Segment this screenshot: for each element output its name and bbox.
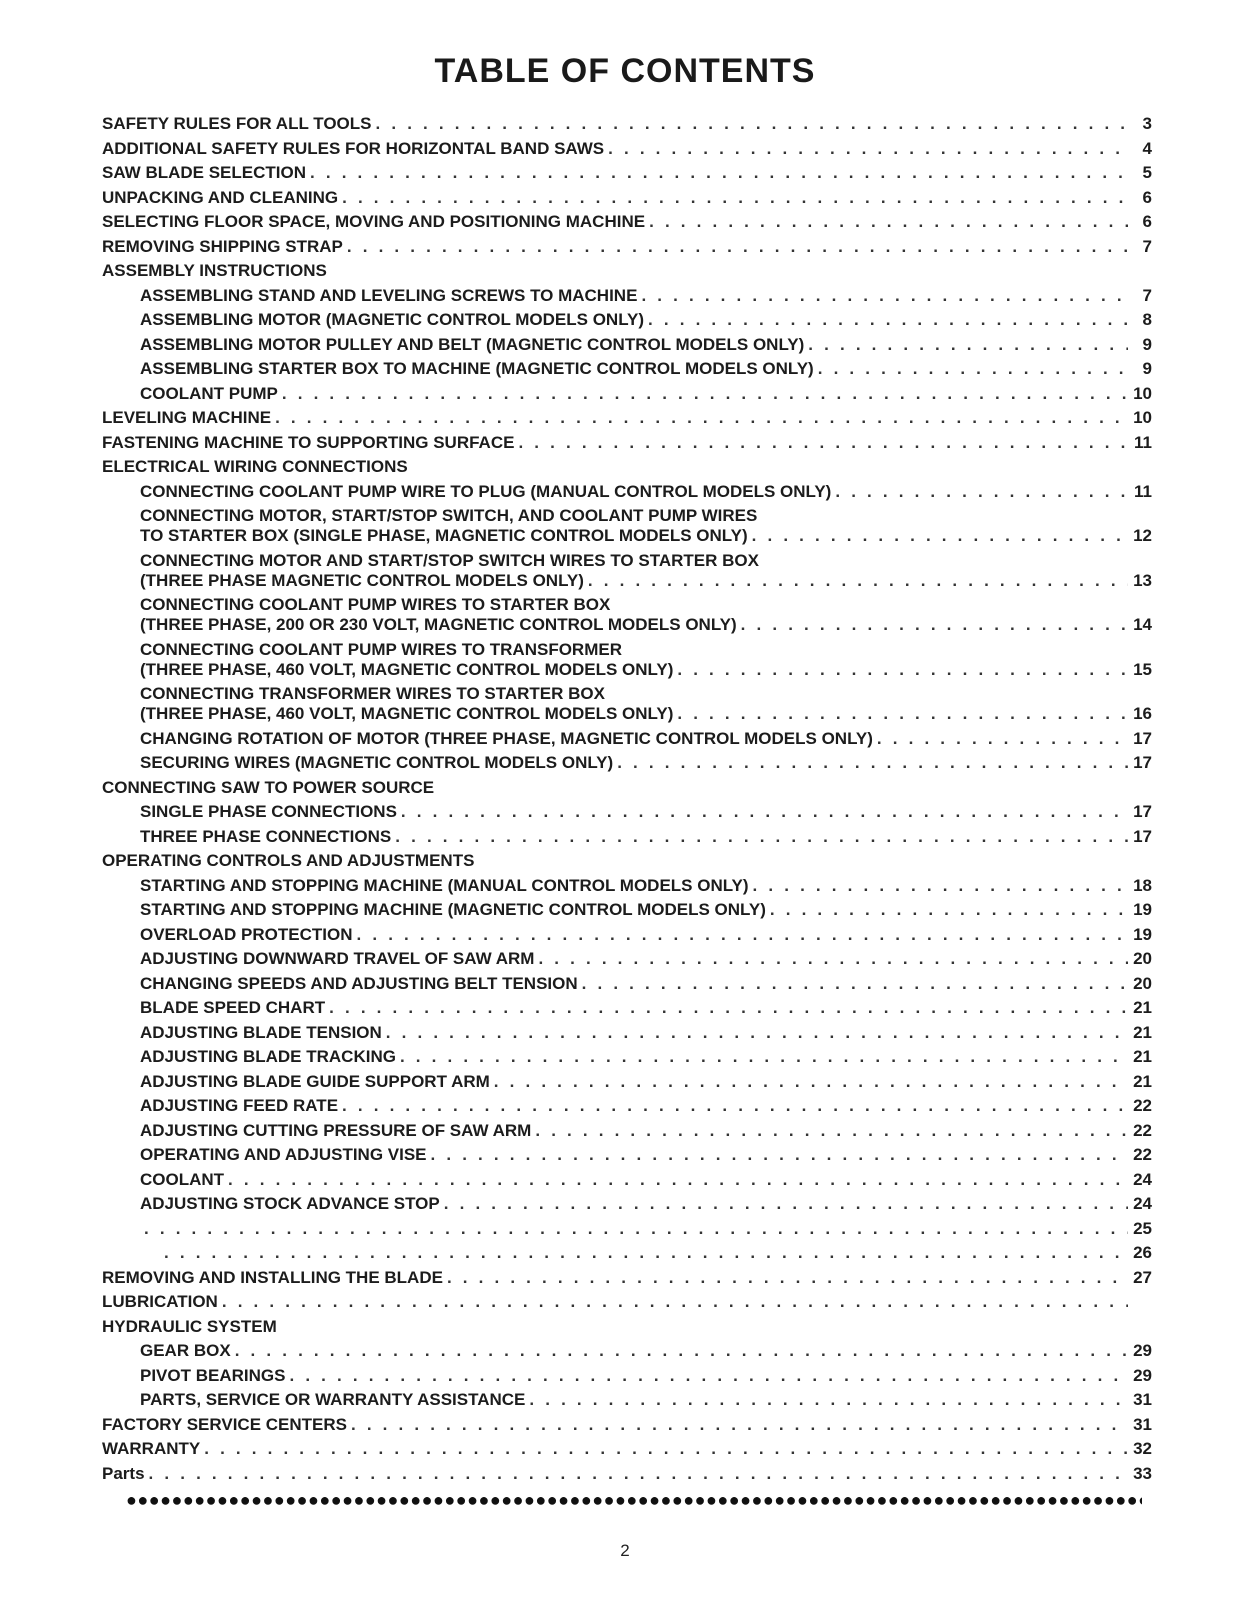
toc-section-heading (102, 851, 1152, 871)
toc-entry-label: Parts (102, 1463, 145, 1483)
dot-leader (582, 974, 1128, 994)
dot-leader (401, 802, 1128, 822)
toc-entry (102, 139, 1152, 159)
toc-page-number: 24 (1133, 1194, 1152, 1213)
toc-page-number: 16 (1133, 704, 1152, 723)
dot-leader (282, 384, 1128, 404)
toc-section-heading (102, 457, 1152, 477)
toc-page-number: 11 (1134, 432, 1152, 452)
toc-page-number: 22 (1133, 1096, 1152, 1115)
toc-entry-label: STARTING AND STOPPING MACHINE (MAGNETIC CONTROL MODELS ONLY) (140, 900, 766, 919)
page-number: 2 (620, 1541, 630, 1560)
toc-page-number: 7 (1142, 236, 1152, 256)
toc-section-label: ASSEMBLY INSTRUCTIONS (102, 261, 327, 280)
toc-entry-label: COOLANT PUMP (140, 383, 278, 403)
toc-entry-label: OPERATING AND ADJUSTING VISE (140, 1145, 427, 1164)
toc-entry (102, 114, 1152, 134)
toc-entry-label: REMOVING AND INSTALLING THE BLADE (102, 1267, 443, 1287)
dot-leader (395, 827, 1128, 847)
toc-entry (140, 802, 1152, 822)
toc-entry-label: SAW BLADE SELECTION (102, 163, 307, 182)
toc-entry (140, 876, 1152, 896)
dot-leader (204, 1439, 1128, 1459)
toc-entry-label: PARTS, SERVICE OR WARRANTY ASSISTANCE (140, 1390, 526, 1409)
toc-entry (140, 1023, 1152, 1043)
toc-entry (140, 1194, 1152, 1214)
toc-page-number: 20 (1133, 973, 1152, 993)
toc-page-number: 9 (1142, 359, 1152, 378)
dot-leader (400, 1047, 1128, 1067)
dot-leader (289, 1366, 1128, 1386)
toc-page-number: 12 (1133, 526, 1152, 545)
toc-entry (140, 1145, 1152, 1165)
dot-leader (431, 1145, 1128, 1165)
dot-leader (222, 1292, 1128, 1312)
toc-entry-label-line1: CONNECTING TRANSFORMER WIRES TO STARTER BOX (140, 684, 605, 703)
dot-leader (877, 729, 1128, 749)
toc-page-number: 9 (1142, 334, 1152, 354)
dot-leader (347, 237, 1128, 257)
toc-entry-label: CONNECTING COOLANT PUMP WIRE TO PLUG (MANUAL CONTROL MODELS ONLY) (140, 481, 832, 501)
toc-entry-label-line1: CONNECTING MOTOR, START/STOP SWITCH, AND COOLANT PUMP WIRES (140, 506, 758, 525)
toc-entry-label-line1: CONNECTING COOLANT PUMP WIRES TO TRANSFORMER (140, 639, 622, 659)
dot-leader (608, 139, 1128, 159)
toc-entry-label-line2: (THREE PHASE MAGNETIC CONTROL MODELS ONLY) (140, 570, 584, 590)
toc-entry (102, 163, 1152, 183)
toc-entry-multiline (102, 551, 1152, 591)
toc-entry-multiline (102, 1243, 1152, 1263)
toc-page-number: 21 (1133, 1047, 1152, 1066)
toc-entry-label: ADJUSTING BLADE TRACKING (140, 1047, 396, 1066)
toc-page-number: 19 (1133, 924, 1152, 944)
toc-entry-label-line2: TO STARTER BOX (SINGLE PHASE, MAGNETIC CONTROL MODELS ONLY) (140, 526, 748, 545)
toc-page-number: 26 (1133, 1243, 1152, 1262)
dot-leader (535, 1121, 1128, 1141)
toc-entry (140, 1047, 1152, 1067)
toc-entry-label: FACTORY SERVICE CENTERS (102, 1414, 347, 1434)
toc-page-number: 11 (1134, 481, 1152, 501)
dot-leader (741, 615, 1128, 635)
toc-entry-label-line2: (THREE PHASE, 460 VOLT, MAGNETIC CONTROL MODELS ONLY) (140, 659, 674, 679)
toc-entry-label: THREE PHASE CONNECTIONS (140, 826, 392, 846)
toc-page-number: 27 (1133, 1267, 1152, 1287)
toc-page-number: 17 (1133, 728, 1152, 748)
dot-leader (835, 482, 1128, 502)
toc-entry (102, 1464, 1152, 1484)
toc-entry (102, 1268, 1152, 1288)
toc-page-number: 21 (1133, 1071, 1152, 1091)
toc-page-number: 6 (1142, 187, 1152, 207)
toc-entry-label-line2: (THREE PHASE, 200 OR 230 VOLT, MAGNETIC CONTROL MODELS ONLY) (140, 615, 737, 634)
toc-entry-label: LUBRICATION (102, 1292, 218, 1311)
dot-leader (275, 408, 1128, 428)
toc-section-heading (102, 261, 1152, 281)
toc-page-number: 6 (1142, 212, 1152, 231)
toc-section-label: OPERATING CONTROLS AND ADJUSTMENTS (102, 851, 475, 870)
dot-leader (538, 949, 1128, 969)
toc-page-number: 13 (1133, 570, 1152, 590)
toc-page-number: 20 (1133, 949, 1152, 968)
toc-entry-label: CHANGING ROTATION OF MOTOR (THREE PHASE, MAGNETIC CONTROL MODELS ONLY) (140, 728, 873, 748)
toc-page-number: 10 (1133, 383, 1152, 403)
dot-leader (588, 571, 1128, 591)
toc-entry-label: BLADE SPEED CHART (140, 998, 326, 1017)
dot-leader (444, 1194, 1128, 1214)
toc-entry-label: CHANGING SPEEDS AND ADJUSTING BELT TENSION (140, 973, 578, 993)
toc-page-number: 14 (1133, 615, 1152, 634)
toc-entry (140, 1096, 1152, 1116)
toc-entry-label: LEVELING MACHINE (102, 408, 272, 427)
toc-entry-label: PIVOT BEARINGS (140, 1365, 286, 1385)
dot-leader (529, 1390, 1128, 1410)
toc-page-number: 21 (1133, 998, 1152, 1017)
toc-entry (140, 1072, 1152, 1092)
dot-leader (126, 1488, 1142, 1512)
toc-entry (140, 949, 1152, 969)
dot-leader (677, 660, 1128, 680)
dot-leader (228, 1170, 1128, 1190)
toc-entry-multiline (102, 640, 1152, 680)
toc-entry (140, 1170, 1152, 1190)
dot-leader (648, 310, 1128, 330)
dot-leader (357, 925, 1128, 945)
dot-leader (164, 1243, 1128, 1263)
toc-entry-label: GEAR BOX (140, 1341, 231, 1360)
toc-page-number: 10 (1133, 408, 1152, 427)
dot-leader (649, 212, 1128, 232)
toc-entry (140, 1121, 1152, 1141)
dot-leader (329, 998, 1128, 1018)
dot-leader (677, 704, 1128, 724)
toc-entry (140, 729, 1152, 749)
toc-entry-label: WARRANTY (102, 1439, 201, 1458)
toc-entry-multiline (102, 506, 1152, 546)
dot-leader (342, 1096, 1128, 1116)
toc-page-number: 33 (1133, 1463, 1152, 1483)
toc-page-number: 17 (1133, 753, 1152, 772)
toc-page-number: 15 (1133, 659, 1152, 679)
toc-page-number: 29 (1133, 1341, 1152, 1360)
dot-leader (342, 188, 1128, 208)
toc-entry (140, 1219, 1152, 1239)
dot-leader (386, 1023, 1128, 1043)
dot-leader (808, 335, 1128, 355)
toc-entry-label: SELECTING FLOOR SPACE, MOVING AND POSITIONING MACHINE (102, 212, 646, 231)
toc-entry-label: ASSEMBLING STAND AND LEVELING SCREWS TO MACHINE (140, 285, 638, 305)
toc-entry (102, 408, 1152, 428)
toc-page-number: 19 (1133, 900, 1152, 919)
toc-entry (102, 433, 1152, 453)
dot-leader (149, 1464, 1128, 1484)
dot-leader (144, 1219, 1128, 1239)
toc-page-number: 18 (1133, 875, 1152, 895)
dot-leader (235, 1341, 1128, 1361)
toc-page-number: 21 (1133, 1022, 1152, 1042)
toc-entry-label: OVERLOAD PROTECTION (140, 924, 353, 944)
toc-entry-label: SECURING WIRES (MAGNETIC CONTROL MODELS ONLY) (140, 753, 614, 772)
toc-page-number: 3 (1142, 114, 1152, 133)
dot-leader (753, 876, 1128, 896)
toc-page-number: 17 (1133, 802, 1152, 821)
toc-page-number: 4 (1142, 138, 1152, 158)
toc-page-number: 31 (1133, 1414, 1152, 1434)
toc-entry-label: ADJUSTING BLADE GUIDE SUPPORT ARM (140, 1071, 490, 1091)
toc-entry-label: STARTING AND STOPPING MACHINE (MANUAL CONTROL MODELS ONLY) (140, 875, 749, 895)
toc-entry-multiline (102, 595, 1152, 635)
toc-page-number: 22 (1133, 1145, 1152, 1164)
dot-leader (641, 286, 1128, 306)
toc-entry (102, 1439, 1152, 1459)
toc-entry-label: COOLANT (140, 1169, 225, 1189)
toc-page-number: 31 (1133, 1390, 1152, 1409)
page-title: TABLE OF CONTENTS (434, 52, 816, 90)
toc-page-number: 17 (1133, 826, 1152, 846)
toc-entry (140, 384, 1152, 404)
toc-entry (140, 482, 1152, 502)
toc-entry-label: UNPACKING AND CLEANING (102, 187, 339, 207)
toc-page-number: 7 (1142, 285, 1152, 305)
toc-entry (140, 998, 1152, 1018)
toc-page-number: 5 (1142, 163, 1152, 182)
toc-entry-multiline (102, 684, 1152, 724)
toc-entry (140, 900, 1152, 920)
toc-entry-parts (102, 1488, 1152, 1512)
toc-entry (102, 212, 1152, 232)
dot-leader (752, 526, 1128, 546)
toc-page-number: 22 (1133, 1120, 1152, 1140)
toc-entry-label: ADJUSTING BLADE TENSION (140, 1022, 382, 1042)
toc-entry (140, 310, 1152, 330)
toc-page-number: 8 (1142, 310, 1152, 329)
toc-entry (140, 974, 1152, 994)
toc-entry (102, 1415, 1152, 1435)
toc-entry-label: ADJUSTING STOCK ADVANCE STOP (140, 1194, 440, 1213)
toc-section-label: HYDRAULIC SYSTEM (102, 1316, 277, 1336)
toc-entry (140, 335, 1152, 355)
toc-entry (140, 1366, 1152, 1386)
toc-entry-label: ADDITIONAL SAFETY RULES FOR HORIZONTAL BAND SAWS (102, 138, 605, 158)
toc-entry (140, 1341, 1152, 1361)
dot-leader (617, 753, 1128, 773)
toc-section-heading (102, 778, 1152, 798)
toc-entry-label-line1: CONNECTING COOLANT PUMP WIRES TO STARTER BOX (140, 595, 611, 614)
toc-page-number: 25 (1133, 1218, 1152, 1238)
toc-entry (140, 286, 1152, 306)
toc-entry-label: FASTENING MACHINE TO SUPPORTING SURFACE (102, 432, 515, 452)
toc-entry (140, 925, 1152, 945)
toc-entry-label: SINGLE PHASE CONNECTIONS (140, 802, 397, 821)
toc-entry-label: ADJUSTING CUTTING PRESSURE OF SAW ARM (140, 1120, 532, 1140)
toc-entry (140, 827, 1152, 847)
toc-entry-label-line1: CONNECTING MOTOR AND START/STOP SWITCH WIRES TO STARTER BOX (140, 550, 759, 570)
toc-entry (140, 1390, 1152, 1410)
dot-leader (310, 163, 1128, 183)
toc-section-label: CONNECTING SAW TO POWER SOURCE (102, 777, 435, 797)
toc-page-number: 29 (1133, 1365, 1152, 1385)
dot-leader (376, 114, 1128, 134)
toc-entry-label: ASSEMBLING STARTER BOX TO MACHINE (MAGNETIC CONTROL MODELS ONLY) (140, 359, 814, 378)
toc-entry-label: SAFETY RULES FOR ALL TOOLS (102, 114, 372, 133)
toc-page-number: 24 (1133, 1169, 1152, 1189)
toc-entry-label: ADJUSTING DOWNWARD TRAVEL OF SAW ARM (140, 949, 535, 968)
toc-entry (102, 237, 1152, 257)
dot-leader (518, 433, 1128, 453)
toc-entry (102, 188, 1152, 208)
toc-entry-label: ASSEMBLING MOTOR PULLEY AND BELT (MAGNETIC CONTROL MODELS ONLY) (140, 334, 805, 354)
toc-entry-label: REMOVING SHIPPING STRAP (102, 236, 343, 256)
dot-leader (770, 900, 1128, 920)
toc-entry (140, 753, 1152, 773)
toc-entry (102, 1292, 1152, 1312)
dot-leader (818, 359, 1128, 379)
dot-leader (494, 1072, 1128, 1092)
toc-section-label: ELECTRICAL WIRING CONNECTIONS (102, 457, 408, 476)
dot-leader (447, 1268, 1128, 1288)
toc-entry-label: ADJUSTING FEED RATE (140, 1096, 339, 1115)
table-of-contents (102, 114, 1152, 1512)
dot-leader (351, 1415, 1128, 1435)
toc-page-number: 32 (1133, 1439, 1152, 1458)
toc-entry (140, 359, 1152, 379)
toc-entry-label-line2: (THREE PHASE, 460 VOLT, MAGNETIC CONTROL MODELS ONLY) (140, 704, 674, 723)
toc-section-heading (102, 1317, 1152, 1337)
toc-entry-label: ASSEMBLING MOTOR (MAGNETIC CONTROL MODELS ONLY) (140, 310, 645, 329)
